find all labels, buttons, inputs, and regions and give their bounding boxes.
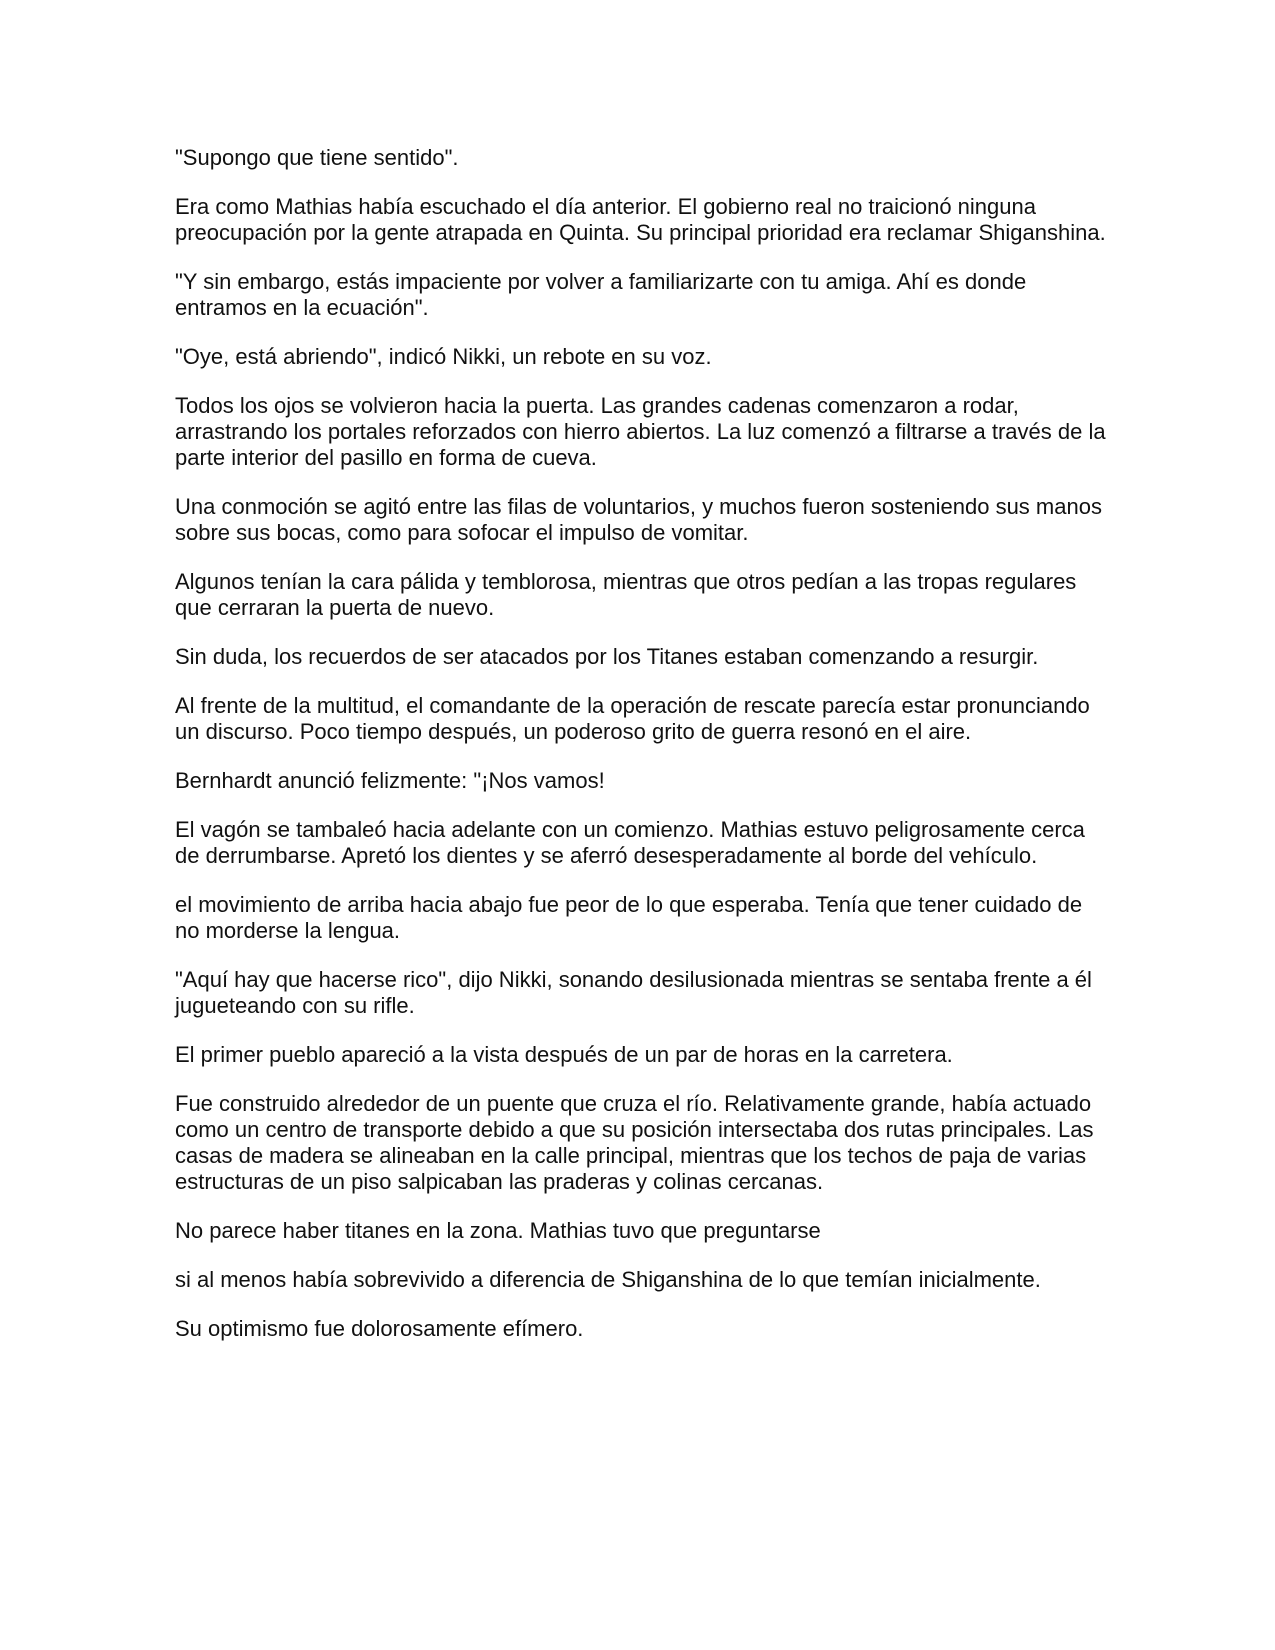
paragraph: Algunos tenían la cara pálida y temblorosa, mientras que otros pedían a las tropas regulares que cerraran la puerta de nuevo. xyxy=(175,569,1077,620)
paragraph: El primer pueblo apareció a la vista después de un par de horas en la carretera. xyxy=(175,1042,953,1067)
paragraph: Fue construido alrededor de un puente que cruza el río. Relativamente grande, había actuado como un centro de transporte debido a que su posición intersectaba dos rutas principales. Las casas de madera se alineaban en la calle principal, mientras que los techos de paja de varias estructuras de un piso salpicaban las praderas y colinas cercanas. xyxy=(175,1091,1094,1194)
paragraph: "Supongo que tiene sentido". xyxy=(175,145,459,170)
paragraph: Todos los ojos se volvieron hacia la puerta. Las grandes cadenas comenzaron a rodar, arrastrando los portales reforzados con hierro abiertos. La luz comenzó a filtrarse a través de la parte interior del pasillo en forma de cueva. xyxy=(175,393,1106,470)
paragraph: Sin duda, los recuerdos de ser atacados por los Titanes estaban comenzando a resurgir. xyxy=(175,644,1039,669)
paragraph: "Aquí hay que hacerse rico", dijo Nikki, sonando desilusionada mientras se sentaba frente a él jugueteando con su rifle. xyxy=(175,967,1092,1018)
document-body xyxy=(175,145,1110,1365)
paragraph: Bernhardt anunció felizmente: "¡Nos vamos! xyxy=(175,768,605,793)
paragraph: El vagón se tambaleó hacia adelante con un comienzo. Mathias estuvo peligrosamente cerca de derrumbarse. Apretó los dientes y se aferró desesperadamente al borde del vehículo. xyxy=(175,817,1085,868)
paragraph: Una conmoción se agitó entre las filas de voluntarios, y muchos fueron sosteniendo sus manos sobre sus bocas, como para sofocar el impulso de vomitar. xyxy=(175,494,1102,545)
paragraph: "Y sin embargo, estás impaciente por volver a familiarizarte con tu amiga. Ahí es donde entramos en la ecuación". xyxy=(175,269,1027,320)
paragraph: si al menos había sobrevivido a diferencia de Shiganshina de lo que temían inicialmente. xyxy=(175,1267,1041,1292)
paragraph: "Oye, está abriendo", indicó Nikki, un rebote en su voz. xyxy=(175,344,712,369)
paragraph: Era como Mathias había escuchado el día anterior. El gobierno real no traicionó ninguna preocupación por la gente atrapada en Quinta. Su principal prioridad era reclamar Shiganshina. xyxy=(175,194,1106,245)
paragraph: Al frente de la multitud, el comandante de la operación de rescate parecía estar pronunciando un discurso. Poco tiempo después, un poderoso grito de guerra resonó en el aire. xyxy=(175,693,1090,744)
paragraph: No parece haber titanes en la zona. Mathias tuvo que preguntarse xyxy=(175,1218,821,1243)
paragraph: el movimiento de arriba hacia abajo fue peor de lo que esperaba. Tenía que tener cuidado de no morderse la lengua. xyxy=(175,892,1083,943)
paragraph: Su optimismo fue dolorosamente efímero. xyxy=(175,1316,584,1341)
